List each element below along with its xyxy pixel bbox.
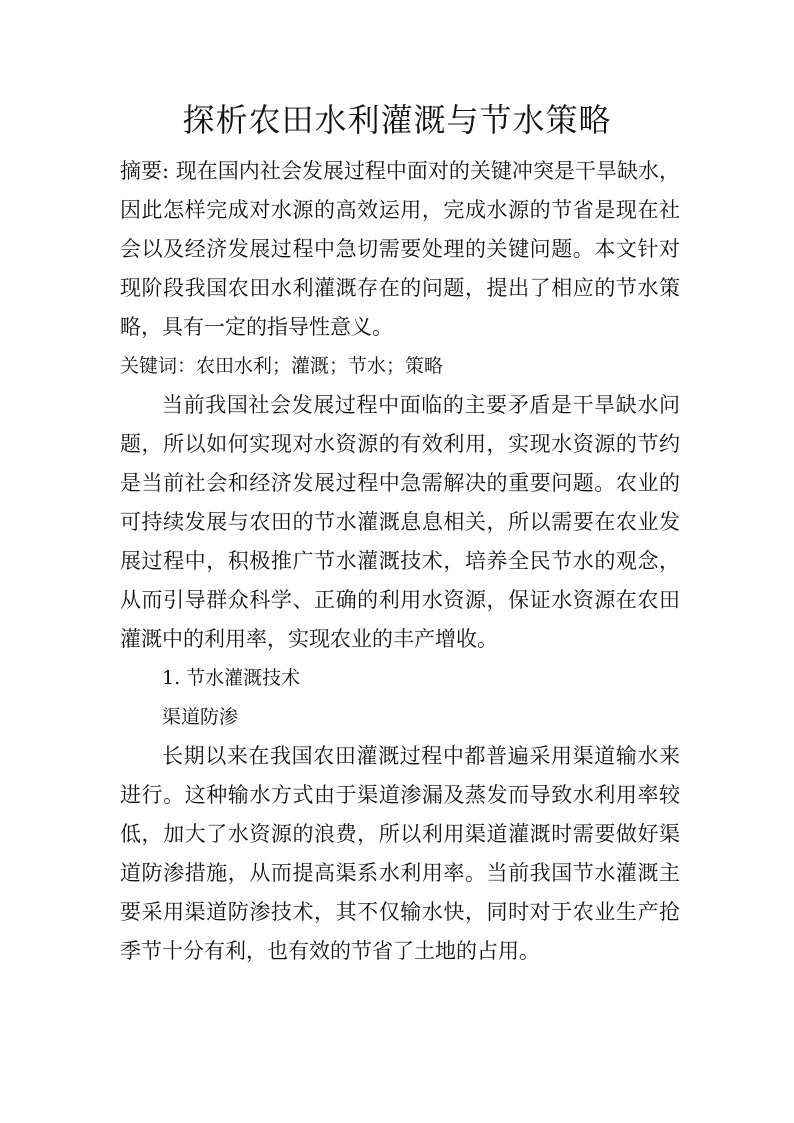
abstract-paragraph: 摘要: 现在国内社会发展过程中面对的关键冲突是干旱缺水，因此怎样完成对水源的高效运用，完成水源的节省是现在社会以及经济发展过程中急切需要处理的关键问题。本文针对现阶段我国农田水利灌溉存在的问题，提出了相应的节水策略，具有一定的指导性意义。 bbox=[120, 159, 680, 339]
intro-paragraph: 当前我国社会发展过程中面临的主要矛盾是干旱缺水问题，所以如何实现对水资源的有效利用，实现水资源的节约是当前社会和经济发展过程中急需解决的重要问题。农业的可持续发展与农田的节水灌溉息息相关，所以需要在农业发展过程中，积极推广节水灌溉技术，培养全民节水的观念，从而引导群众科学、正确的利用水资源，保证水资源在农田灌溉中的利用率，实现农业的丰产增收。 bbox=[120, 393, 680, 651]
keywords-line: 关键词：农田水利；灌溉；节水；策略 bbox=[120, 355, 444, 377]
document-title: 探析农田水利灌溉与节水策略 bbox=[182, 101, 612, 139]
subsection-heading: 渠道防渗 bbox=[162, 706, 239, 728]
section-heading: 1. 节水灌溉技术 bbox=[162, 667, 301, 689]
subsection-paragraph: 长期以来在我国农田灌溉过程中都普遍采用渠道输水来进行。这种输水方式由于渠道渗漏及蒸发而导致水利用率较低，加大了水资源的浪费，所以利用渠道灌溉时需要做好渠道防渗措施，从而提高渠系水利用率。当前我国节水灌溉主要采用渠道防渗技术，其不仅输水快，同时对于农业生产抢季节十分有利，也有效的节省了土地的占用。 bbox=[120, 744, 680, 963]
document-body bbox=[120, 152, 680, 971]
